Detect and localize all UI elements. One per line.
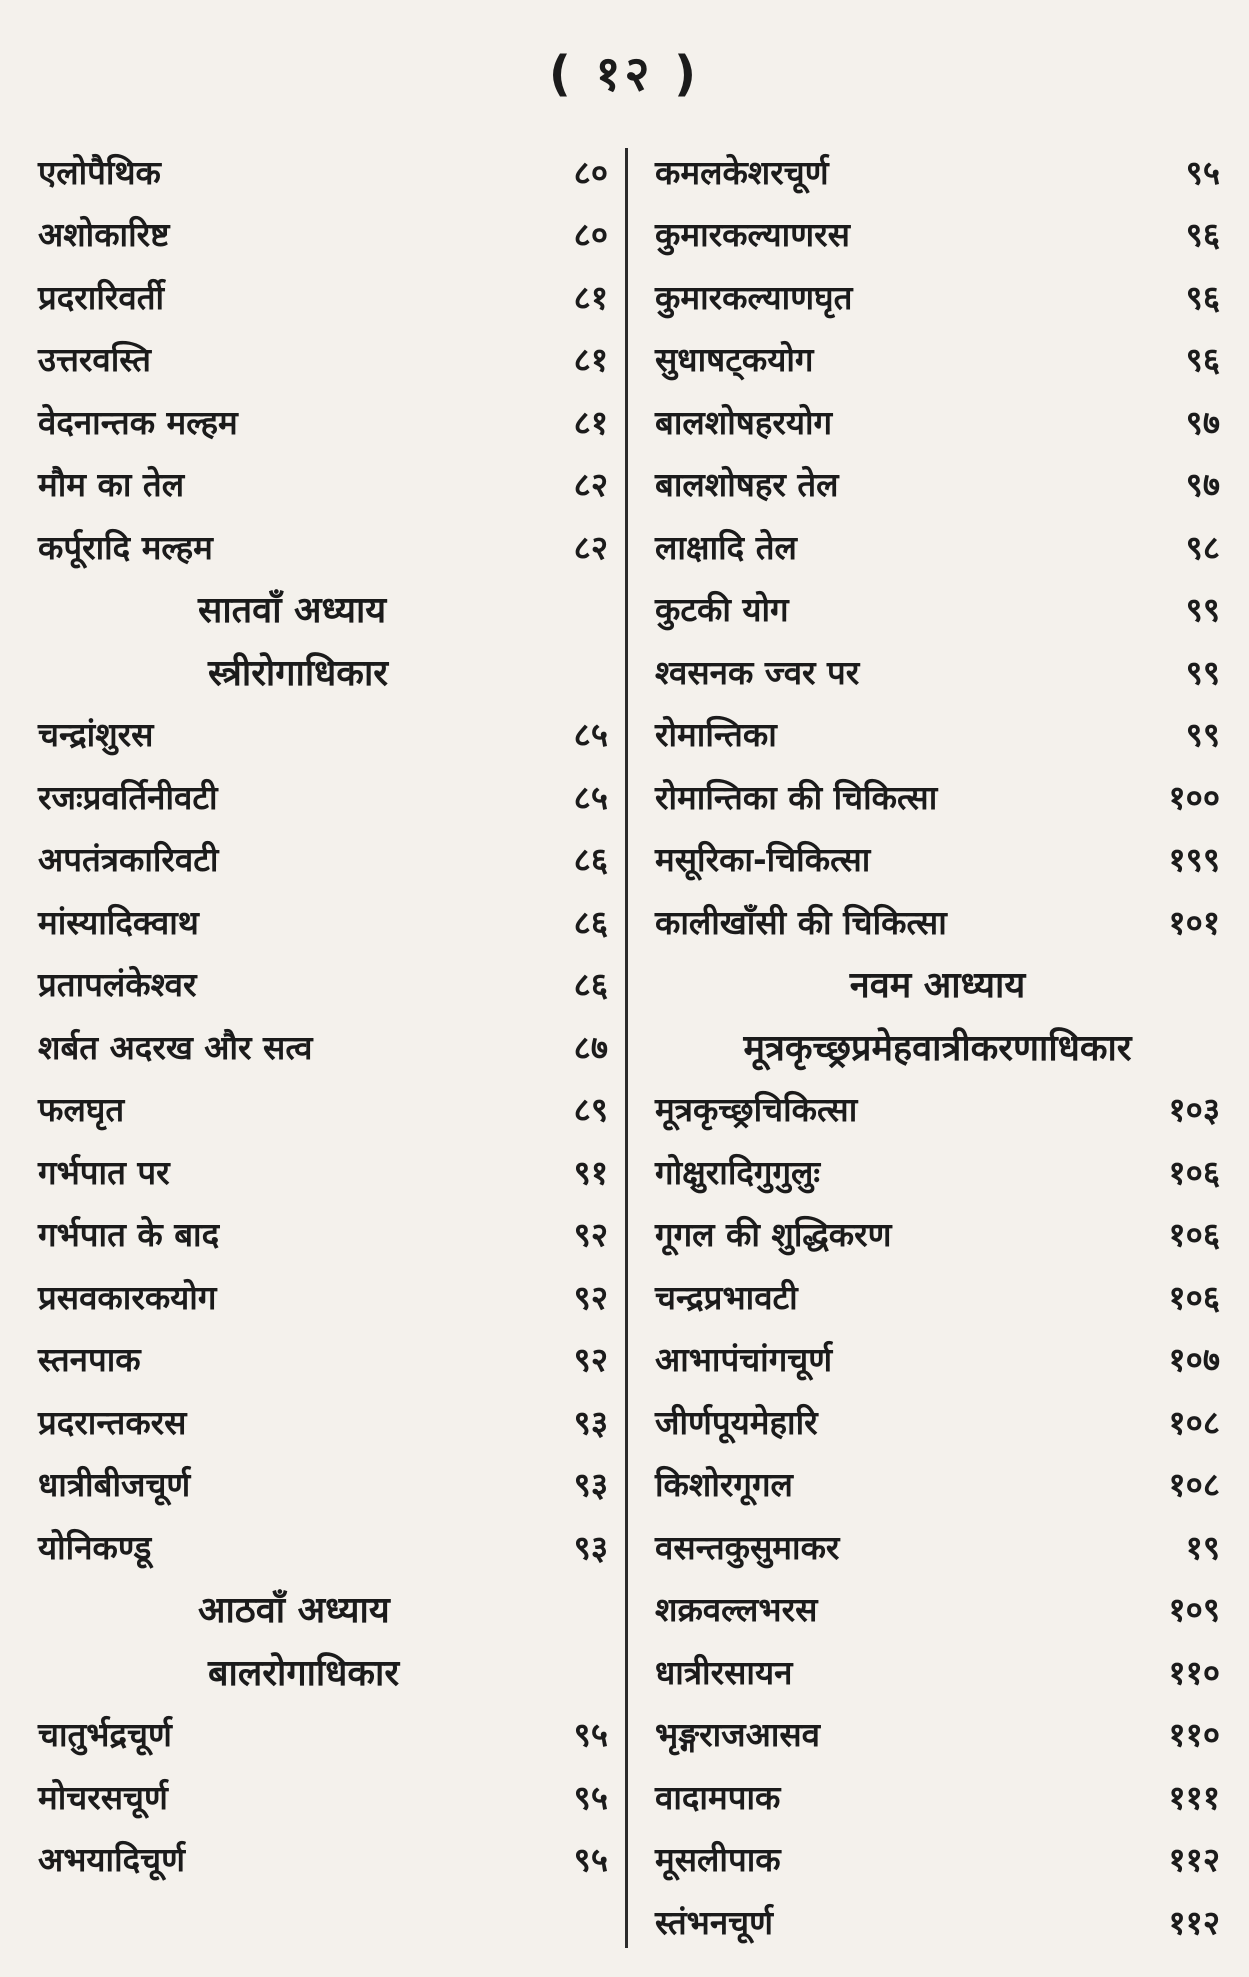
entry-page-number: ९५ — [573, 1715, 608, 1755]
toc-entry — [38, 828, 608, 891]
entry-page-number: १०६ — [1168, 1215, 1220, 1255]
left-column — [38, 140, 608, 1890]
toc-entry — [655, 1328, 1220, 1391]
toc-entry — [38, 453, 608, 516]
entry-page-number: ८१ — [573, 402, 608, 442]
toc-entry — [38, 765, 608, 828]
entry-title: मसूरिका-चिकित्सा — [655, 840, 871, 880]
entry-title: मूसलीपाक — [655, 1840, 781, 1880]
entry-title: शर्बत अदरख और सत्व — [38, 1027, 313, 1067]
chapter-heading: सातवाँ अध्याय — [198, 590, 387, 632]
entry-title: योनिकण्डू — [38, 1527, 152, 1567]
entry-title: सुधाषट्कयोग — [655, 340, 814, 380]
entry-page-number: १११ — [1168, 1777, 1220, 1817]
toc-entry — [655, 1390, 1220, 1453]
entry-page-number: ९५ — [573, 1777, 608, 1817]
entry-page-number: १०७ — [1168, 1340, 1220, 1380]
entry-title: गूगल की शुद्धिकरण — [655, 1215, 892, 1255]
toc-entry — [38, 1828, 608, 1891]
toc-entry — [655, 390, 1220, 453]
entry-page-number: ९६ — [1185, 215, 1220, 255]
entry-title: रोमान्तिका की चिकित्सा — [655, 777, 938, 817]
entry-page-number: ८६ — [573, 902, 608, 942]
entry-title: कर्पूरादि मल्हम — [38, 527, 213, 567]
entry-title: वसन्तकुसुमाकर — [655, 1527, 840, 1567]
toc-entry — [655, 140, 1220, 203]
toc-entry — [655, 1078, 1220, 1141]
entry-page-number: ९३ — [573, 1527, 608, 1567]
entry-page-number: ९८ — [1185, 527, 1220, 567]
chapter-heading: नवम आध्याय — [849, 965, 1026, 1007]
entry-page-number: ९९ — [1185, 652, 1220, 692]
entry-page-number: ८० — [573, 215, 608, 255]
entry-page-number: १०० — [1168, 777, 1220, 817]
toc-entry — [38, 515, 608, 578]
entry-page-number: १०६ — [1168, 1152, 1220, 1192]
toc-entry — [38, 203, 608, 266]
toc-entry — [655, 1265, 1220, 1328]
entry-title: धात्रीरसायन — [655, 1652, 793, 1692]
entry-title: स्तनपाक — [38, 1340, 141, 1380]
toc-entry — [655, 453, 1220, 516]
entry-title: प्रदरारिवर्ती — [38, 277, 165, 317]
entry-title: जीर्णपूयमेहारि — [655, 1402, 818, 1442]
entry-title: कुटकी योग — [655, 590, 789, 630]
entry-page-number: ९६ — [1185, 277, 1220, 317]
entry-title: कुमारकल्याणघृत — [655, 277, 853, 317]
toc-entry — [38, 328, 608, 391]
toc-entry — [38, 1078, 608, 1141]
toc-entry — [38, 140, 608, 203]
entry-title: गर्भपात के बाद — [38, 1215, 220, 1255]
toc-entry — [38, 703, 608, 766]
entry-page-number: ८६ — [573, 965, 608, 1005]
entry-title: प्रसवकारकयोग — [38, 1277, 217, 1317]
toc-entry — [655, 640, 1220, 703]
toc-entry — [38, 1453, 608, 1516]
toc-entry — [655, 703, 1220, 766]
toc-entry — [38, 890, 608, 953]
entry-title: वादामपाक — [655, 1777, 781, 1817]
entry-page-number: ९६ — [1185, 340, 1220, 380]
toc-entry — [655, 1140, 1220, 1203]
entry-title: एलोपैथिक — [38, 152, 161, 192]
toc-entry — [38, 1265, 608, 1328]
entry-title: रजःप्रवर्तिनीवटी — [38, 777, 218, 817]
entry-title: धात्रीबीजचूर्ण — [38, 1465, 191, 1505]
toc-entry — [38, 1765, 608, 1828]
toc-entry — [38, 1203, 608, 1266]
entry-title: प्रदरान्तकरस — [38, 1402, 187, 1442]
entry-title: आभापंचांगचूर्ण — [655, 1340, 833, 1380]
toc-entry — [38, 1015, 608, 1078]
toc-entry — [655, 1703, 1220, 1766]
toc-entry — [655, 578, 1220, 641]
entry-title: फलघृत — [38, 1090, 125, 1130]
toc-entry — [655, 765, 1220, 828]
entry-page-number: ९७ — [1185, 402, 1220, 442]
toc-entry — [38, 1140, 608, 1203]
entry-page-number: १०३ — [1168, 1090, 1220, 1130]
entry-title: कुमारकल्याणरस — [655, 215, 850, 255]
toc-entry — [655, 1765, 1220, 1828]
page-number: ( १२ ) — [548, 46, 701, 102]
entry-title: बालशोषहर तेल — [655, 465, 839, 505]
entry-title: स्तंभनचूर्ण — [655, 1902, 773, 1942]
entry-page-number: ८० — [573, 152, 608, 192]
entry-title: श्वसनक ज्वर पर — [655, 652, 860, 692]
entry-page-number: १०८ — [1168, 1402, 1220, 1442]
toc-entry — [655, 203, 1220, 266]
entry-page-number: ९३ — [573, 1402, 608, 1442]
toc-entry — [655, 1515, 1220, 1578]
entry-page-number: ९९ — [1185, 715, 1220, 755]
toc-entry — [38, 390, 608, 453]
toc-entry — [655, 890, 1220, 953]
entry-page-number: ९५ — [573, 1840, 608, 1880]
entry-title: मांस्यादिक्वाथ — [38, 902, 199, 942]
entry-title: वेदनान्तक मल्हम — [38, 402, 238, 442]
toc-entry — [38, 1328, 608, 1391]
entry-title: अशोकारिष्ट — [38, 215, 170, 255]
entry-title: रोमान्तिका — [655, 715, 777, 755]
entry-title: बालशोषहरयोग — [655, 402, 833, 442]
toc-entry — [655, 1890, 1220, 1953]
right-column — [655, 140, 1220, 1953]
chapter-heading: स्त्रीरोगाधिकार — [208, 652, 389, 694]
entry-page-number: ८९ — [573, 1090, 608, 1130]
entry-title: कमलकेशरचूर्ण — [655, 152, 829, 192]
entry-title: गोक्षुरादिगुगुलुः — [655, 1152, 821, 1192]
entry-title: गर्भपात पर — [38, 1152, 170, 1192]
toc-entry — [655, 265, 1220, 328]
toc-entry — [655, 1203, 1220, 1266]
entry-page-number: ११२ — [1168, 1840, 1220, 1880]
entry-page-number: ११० — [1168, 1715, 1220, 1755]
entry-title: अभयादिचूर्ण — [38, 1840, 185, 1880]
toc-entry — [655, 1453, 1220, 1516]
entry-page-number: ९३ — [573, 1465, 608, 1505]
entry-title: मूत्रकृच्छ्रचिकित्सा — [655, 1090, 858, 1130]
toc-entry — [655, 515, 1220, 578]
entry-title: चन्द्रांशुरस — [38, 715, 154, 755]
entry-title: चातुर्भद्रचूर्ण — [38, 1715, 172, 1755]
entry-title: किशोरगूगल — [655, 1465, 793, 1505]
entry-page-number: १०९ — [1168, 1590, 1220, 1630]
toc-entry — [38, 265, 608, 328]
entry-page-number: ८२ — [573, 465, 608, 505]
entry-title: अपतंत्रकारिवटी — [38, 840, 219, 880]
entry-page-number: ११० — [1168, 1652, 1220, 1692]
entry-page-number: १०८ — [1168, 1465, 1220, 1505]
toc-entry — [655, 1640, 1220, 1703]
entry-title: भृङ्गराजआसव — [655, 1715, 820, 1755]
entry-page-number: १९ — [1185, 1527, 1220, 1567]
entry-title: मौम का तेल — [38, 465, 185, 505]
entry-title: कालीखाँसी की चिकित्सा — [655, 902, 947, 942]
entry-page-number: ९२ — [573, 1215, 608, 1255]
entry-page-number: ८६ — [573, 840, 608, 880]
entry-title: मोचरसचूर्ण — [38, 1777, 168, 1817]
entry-page-number: ८५ — [573, 777, 608, 817]
toc-entry — [655, 1828, 1220, 1891]
entry-page-number: ८१ — [573, 277, 608, 317]
entry-title: शक्रवल्लभरस — [655, 1590, 818, 1630]
entry-page-number: ९९ — [1185, 590, 1220, 630]
entry-page-number: ८२ — [573, 527, 608, 567]
entry-page-number: ९२ — [573, 1340, 608, 1380]
entry-title: प्रतापलंकेश्वर — [38, 965, 197, 1005]
chapter-heading: बालरोगाधिकार — [208, 1652, 400, 1694]
entry-page-number: ९२ — [573, 1277, 608, 1317]
entry-page-number: १०६ — [1168, 1277, 1220, 1317]
entry-page-number: ९७ — [1185, 465, 1220, 505]
entry-title: उत्तरवस्ति — [38, 340, 151, 380]
entry-title: लाक्षादि तेल — [655, 527, 797, 567]
entry-page-number: १९९ — [1168, 840, 1220, 880]
entry-page-number: ८१ — [573, 340, 608, 380]
toc-entry — [655, 328, 1220, 391]
entry-page-number: ८७ — [573, 1027, 608, 1067]
entry-page-number: ९५ — [1185, 152, 1220, 192]
toc-entry — [655, 1578, 1220, 1641]
entry-page-number: ११२ — [1168, 1902, 1220, 1942]
entry-title: चन्द्रप्रभावटी — [655, 1277, 798, 1317]
toc-entry — [655, 828, 1220, 891]
chapter-heading: मूत्रकृच्छ्रप्रमेहवात्रीकरणाधिकार — [743, 1027, 1132, 1069]
toc-entry — [38, 1390, 608, 1453]
entry-page-number: १०१ — [1168, 902, 1220, 942]
entry-page-number: ८५ — [573, 715, 608, 755]
chapter-heading: आठवाँ अध्याय — [198, 1590, 390, 1632]
column-divider — [625, 148, 628, 1948]
toc-entry — [38, 1515, 608, 1578]
toc-entry — [38, 1703, 608, 1766]
toc-entry — [38, 953, 608, 1016]
entry-page-number: ९१ — [573, 1152, 608, 1192]
